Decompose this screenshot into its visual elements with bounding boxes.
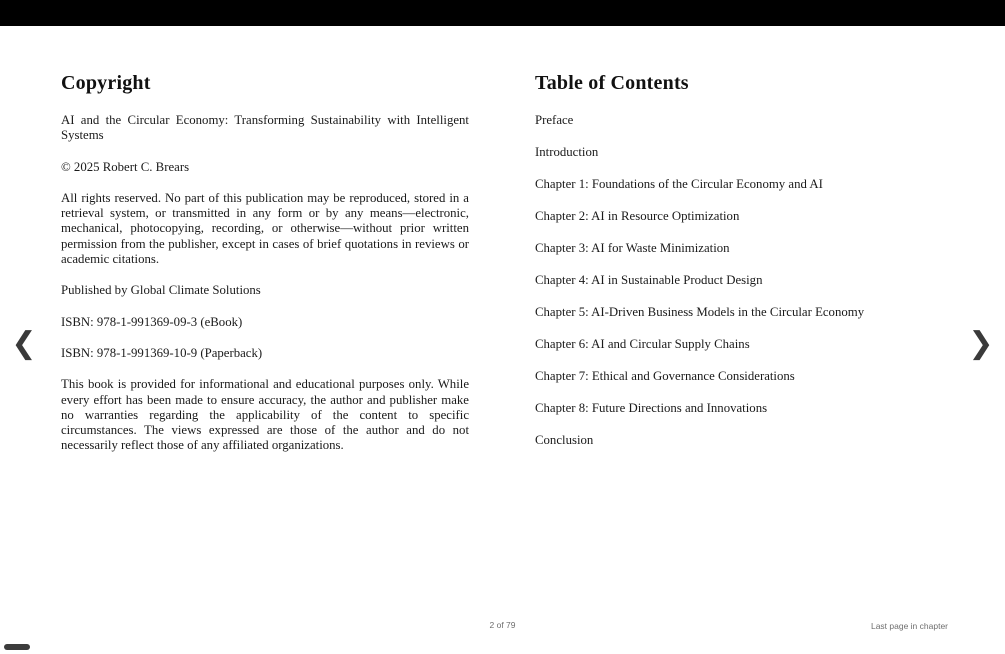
toc-list [535,113,955,448]
copyright-paragraph: © 2025 Robert C. Brears [61,159,190,174]
toc-item[interactable]: Chapter 2: AI in Resource Optimization [535,209,740,223]
copyright-text [61,113,469,454]
chapter-status-label: Last page in chapter [870,621,948,631]
copyright-paragraph: AI and the Circular Economy: Transforming Sustainability with Intelligent Systems [61,113,469,143]
copyright-paragraph: All rights reserved. No part of this publication may be reproduced, stored in a retrieval system, or transmitted in any form or by any means—electronic, mechanical, photocopying, recording, or otherwise—without prior written permission from the publisher, except in cases of brief quotations in reviews or academic citations. [61,190,469,267]
table-of-contents-page [535,72,955,465]
toc-item[interactable]: Chapter 7: Ethical and Governance Considerations [535,369,795,383]
page-position-indicator: 2 of 79 [489,620,516,630]
toc-heading: Table of Contents [535,72,689,94]
progress-pill [4,644,30,650]
toc-item[interactable]: Preface [535,113,574,127]
copyright-heading: Copyright [61,72,151,94]
toc-item[interactable]: Chapter 1: Foundations of the Circular Economy and AI [535,177,823,191]
top-toolbar-collapsed [0,0,1005,26]
reader-view [0,26,1005,626]
toc-item[interactable]: Chapter 8: Future Directions and Innovations [535,401,768,415]
next-page-button[interactable]: ❯ [963,322,999,366]
previous-page-button[interactable]: ❮ [6,322,42,366]
toc-item[interactable]: Chapter 3: AI for Waste Minimization [535,241,730,255]
copyright-paragraph: ISBN: 978-1-991369-09-3 (eBook) [61,314,243,329]
copyright-page [61,72,469,470]
copyright-paragraph: This book is provided for informational and educational purposes only. While every effort has been made to ensure accuracy, the author and publisher make no warranties regarding the applicability of the content to specific circumstances. The views expressed are those of the author and do not necessarily reflect those of any affiliated organizations. [61,377,469,453]
toc-item[interactable]: Chapter 5: AI-Driven Business Models in the Circular Economy [535,305,865,319]
toc-item[interactable]: Chapter 6: AI and Circular Supply Chains [535,337,750,351]
toc-item[interactable]: Chapter 4: AI in Sustainable Product Design [535,273,763,287]
copyright-paragraph: ISBN: 978-1-991369-10-9 (Paperback) [61,345,263,360]
copyright-paragraph: Published by Global Climate Solutions [61,283,261,298]
toc-item[interactable]: Conclusion [535,433,594,447]
toc-item[interactable]: Introduction [535,145,599,159]
